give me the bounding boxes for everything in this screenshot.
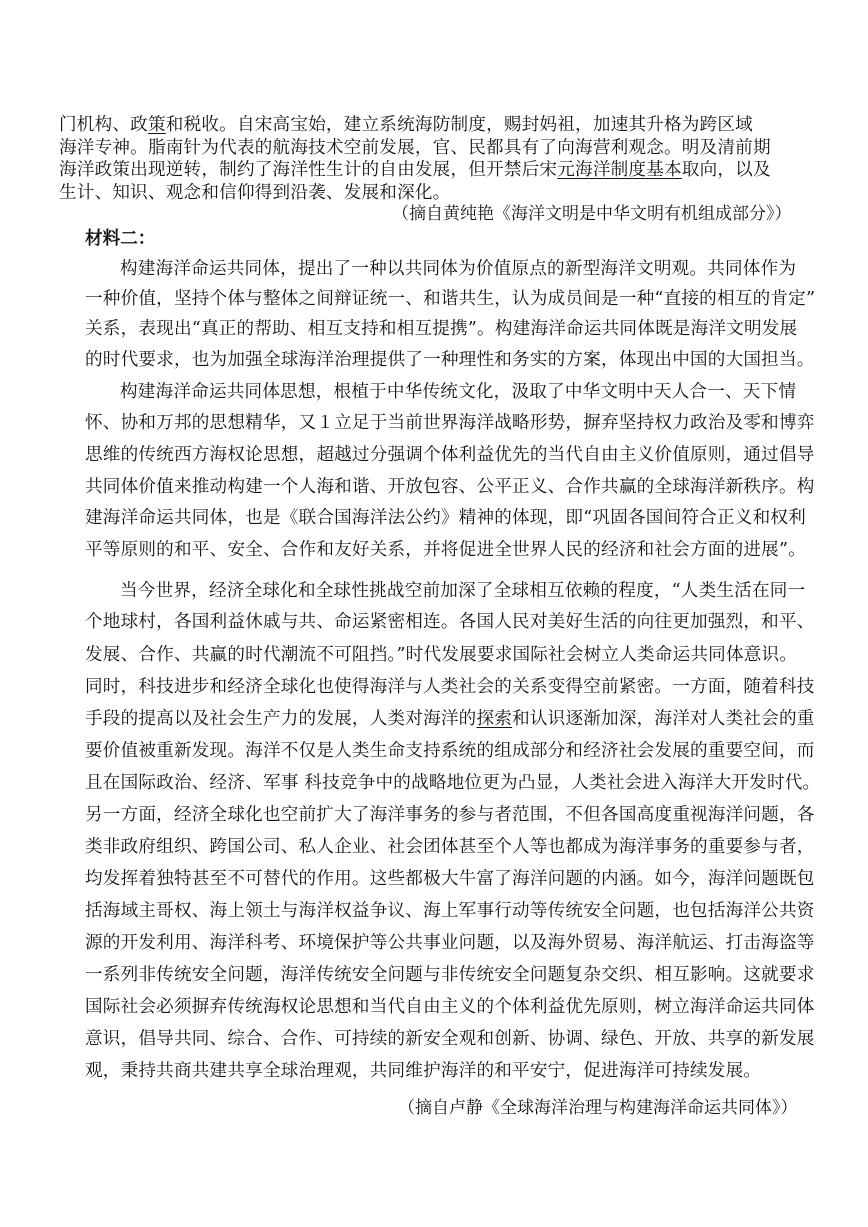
text-line: 观，秉持共商共建共享全球治理观，共同维护海洋的和平安宁，促进海洋可持续发展。	[85, 1061, 762, 1081]
material-2-heading: 材料二：	[85, 228, 156, 249]
text-line: 门机构、政策和税收。自宋高宝始，建立系统海防制度，赐封妈祖，加速其升格为跨区域	[59, 115, 753, 135]
text-line: 建海洋命运共同体，也是《联合国海洋法公约》精神的体现，即“巩固各国间符合正义和权利	[85, 508, 806, 528]
text-line: 均发挥着独特甚至不可替代的作用。这些都极大牛富了海洋问题的内涵。如今，海洋问题既包	[85, 869, 815, 889]
text-line: 思维的传统西方海权论思想，超越过分强调个体利益优先的当代自由主义价值原则，通过倡导	[85, 445, 815, 465]
text-line: 当今世界，经济全球化和全球性挑战空前加深了全球相互依赖的程度，“人类生活在同一	[120, 581, 806, 601]
text-line: 海洋政策出现逆转，制约了海洋性生计的自由发展，但开禁后宋元海洋制度基本取向，以及	[59, 160, 771, 180]
text-line: 一种价值，坚持个体与整体之间辩证统一、和谐共生，认为成员间是一种“直接的相互的肯定”	[85, 289, 816, 309]
text-line: 平等原则的和平、安全、合作和友好关系，并将促进全世界人民的经济和社会方面的进展”。	[85, 540, 806, 560]
text-line: 且在国际政治、经济、军事 科技竞争中的战略地位更为凸显，人类社会进入海洋大开发时代。	[85, 773, 821, 793]
text-line: 关系，表现出“真正的帮助、相互支持和相互提携”。构建海洋命运共同体既是海洋文明发展	[85, 319, 798, 339]
text-line: 构建海洋命运共同体思想，根植于中华传统文化，汲取了中华文明中天人合一、天下情	[120, 382, 797, 402]
underlined-word: 策	[147, 115, 166, 135]
underlined-word: 探索	[476, 709, 513, 729]
text-line: 的时代要求，也为加强全球海洋治理提供了一种理性和务实的方案，体现出中国的大国担当。	[85, 350, 815, 370]
underlined-phrase: 元海洋制度基本	[557, 160, 682, 180]
text-line: 海洋专神。脂南针为代表的航海技术空前发展，官、民都具有了向海营利观念。明及清前期	[59, 138, 771, 158]
text-line: 意识，倡导共同、综合、合作、可持续的新安全观和创新、协调、绿色、开放、共享的新发展	[85, 1029, 815, 1049]
text-line: 同时，科技进步和经济全球化也使得海洋与人类社会的关系变得空前紧密。一方面，随着科技	[85, 677, 815, 697]
source-citation-1: （摘自黄纯艳《海洋文明是中华文明有机组成部分》）	[392, 204, 792, 224]
text-line: 构建海洋命运共同体，提出了一种以共同体为价值原点的新型海洋文明观。共同体作为	[120, 259, 797, 279]
text-line: 一系列非传统安全问题，海洋传统安全问题与非传统安全问题复杂交织、相互影响。这就要求	[85, 965, 815, 985]
text-line: 国际社会必须摒弃传统海权论思想和当代自由主义的个体利益优先原则，树立海洋命运共同体	[85, 997, 815, 1017]
text-line: 类非政府组织、跨国公司、私人企业、社会团体甚至个人等也都成为海洋事务的重要参与者，	[85, 837, 815, 857]
text-line: 生计、知识、观念和信仰得到沿袭、发展和深化。	[59, 183, 451, 203]
text-line: 发展、合作、共赢的时代潮流不可阻挡。”时代发展要求国际社会树立人类命运共同体意识。	[85, 645, 798, 665]
text-line: 要价值被重新发现。海洋不仅是人类生命支持系统的组成部分和经济社会发展的重要空间，而	[85, 741, 815, 761]
text-line: 另一方面，经济全球化也空前扩大了海洋事务的参与者范围，不但各国高度重视海洋问题，各	[85, 805, 815, 825]
text-line: 怀、协和万邦的思想精华，又１立足于当前世界海洋战略形势，摒弃坚持权力政治及零和博弈	[85, 413, 815, 433]
text-line: 源的开发利用、海洋科考、环境保护等公共事业问题，以及海外贸易、海洋航运、打击海盗等	[85, 933, 815, 953]
text-line: 括海域主哥权、海上领土与海洋权益争议、海上军事行动等传统安全问题，也包括海洋公共资	[85, 901, 815, 921]
source-citation-2: （摘自卢静《全球海洋治理与构建海洋命运共同体》）	[398, 1098, 798, 1118]
text-line: 个地球村，各国利益休戚与共、命运紧密相连。各国人民对美好生活的向往更加强烈，和平、	[85, 612, 815, 632]
text-line: 手段的提高以及社会生产力的发展，人类对海洋的探索和认识逐渐加深，海洋对人类社会的重	[85, 709, 815, 729]
text-line: 共同体价值来推动构建一个人海和谐、开放包容、公平正义、合作共赢的全球海洋新秩序。构	[85, 477, 815, 497]
